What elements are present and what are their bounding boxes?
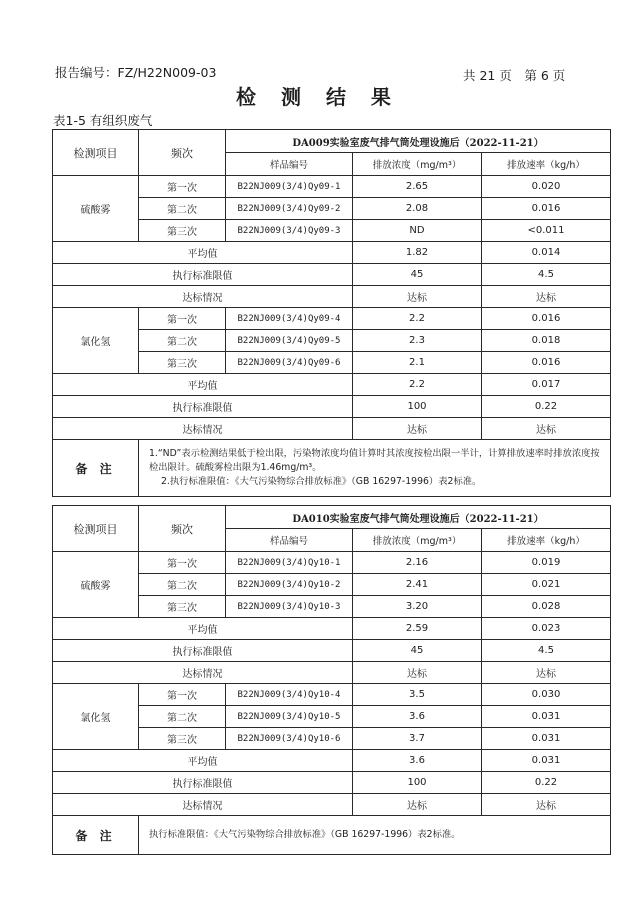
- sample-number-cell: B22NJ009(3/4)Qy10-4: [226, 684, 353, 706]
- remarks-text: [139, 816, 611, 855]
- column-header-concentration: 排放浓度（mg/m³）: [353, 529, 482, 552]
- rate-cell: 0.016: [482, 352, 611, 374]
- standard-limit-concentration: 100: [353, 396, 482, 418]
- frequency-cell: 第一次: [139, 308, 226, 330]
- average-concentration: 3.6: [353, 750, 482, 772]
- compliance-rate: 达标: [482, 418, 611, 440]
- sample-number-cell: B22NJ009(3/4)Qy10-3: [226, 596, 353, 618]
- rate-cell: 0.031: [482, 706, 611, 728]
- average-concentration: 2.59: [353, 618, 482, 640]
- average-rate: 0.031: [482, 750, 611, 772]
- standard-limit-rate: 0.22: [482, 772, 611, 794]
- standard-limit-label: 执行标准限值: [53, 264, 353, 286]
- report-number: 报告编号：FZ/H22N009-03: [55, 65, 217, 80]
- standard-limit-label: 执行标准限值: [53, 396, 353, 418]
- average-rate: 0.017: [482, 374, 611, 396]
- document-title: 检 测 结 果: [236, 85, 400, 109]
- standard-limit-rate: 0.22: [482, 396, 611, 418]
- concentration-cell: 2.16: [353, 552, 482, 574]
- frequency-cell: 第二次: [139, 198, 226, 220]
- column-header-frequency: 频次: [139, 130, 226, 176]
- column-header-concentration: 排放浓度（mg/m³）: [353, 153, 482, 176]
- compliance-label: 达标情况: [53, 418, 353, 440]
- concentration-cell: 3.7: [353, 728, 482, 750]
- frequency-cell: 第一次: [139, 552, 226, 574]
- rate-cell: 0.021: [482, 574, 611, 596]
- rate-cell: 0.028: [482, 596, 611, 618]
- sample-number-cell: B22NJ009(3/4)Qy10-5: [226, 706, 353, 728]
- average-label: 平均值: [53, 750, 353, 772]
- sample-number-cell: B22NJ009(3/4)Qy10-2: [226, 574, 353, 596]
- standard-limit-rate: 4.5: [482, 264, 611, 286]
- sample-number-cell: B22NJ009(3/4)Qy09-4: [226, 308, 353, 330]
- standard-limit-concentration: 45: [353, 264, 482, 286]
- rate-cell: 0.020: [482, 176, 611, 198]
- concentration-cell: 2.1: [353, 352, 482, 374]
- rate-cell: 0.016: [482, 308, 611, 330]
- concentration-cell: 2.41: [353, 574, 482, 596]
- rate-cell: 0.030: [482, 684, 611, 706]
- average-rate: 0.023: [482, 618, 611, 640]
- concentration-cell: 2.65: [353, 176, 482, 198]
- page-indicator: 共 21 页 第 6 页: [463, 68, 566, 83]
- frequency-cell: 第二次: [139, 574, 226, 596]
- average-concentration: 2.2: [353, 374, 482, 396]
- concentration-cell: 3.6: [353, 706, 482, 728]
- standard-limit-concentration: 45: [353, 640, 482, 662]
- table-caption: 表1-5 有组织废气: [53, 113, 153, 128]
- rate-cell: 0.016: [482, 198, 611, 220]
- average-label: 平均值: [53, 242, 353, 264]
- rate-cell: 0.018: [482, 330, 611, 352]
- frequency-cell: 第二次: [139, 706, 226, 728]
- average-concentration: 1.82: [353, 242, 482, 264]
- concentration-cell: 3.5: [353, 684, 482, 706]
- column-header-frequency: 频次: [139, 506, 226, 552]
- compliance-concentration: 达标: [353, 286, 482, 308]
- section-title: DA010实验室废气排气筒处理设施后（2022-11-21）: [226, 506, 611, 529]
- frequency-cell: 第三次: [139, 220, 226, 242]
- compliance-concentration: 达标: [353, 418, 482, 440]
- rate-cell: 0.031: [482, 728, 611, 750]
- average-label: 平均值: [53, 618, 353, 640]
- concentration-cell: 2.3: [353, 330, 482, 352]
- results-table-da009: [52, 129, 611, 497]
- column-header-sample-no: 样品编号: [226, 153, 353, 176]
- sample-number-cell: B22NJ009(3/4)Qy10-1: [226, 552, 353, 574]
- standard-limit-concentration: 100: [353, 772, 482, 794]
- frequency-cell: 第三次: [139, 728, 226, 750]
- results-table-da010: [52, 505, 611, 855]
- compliance-rate: 达标: [482, 662, 611, 684]
- frequency-cell: 第一次: [139, 176, 226, 198]
- frequency-cell: 第一次: [139, 684, 226, 706]
- standard-limit-rate: 4.5: [482, 640, 611, 662]
- compliance-label: 达标情况: [53, 794, 353, 816]
- concentration-cell: 2.08: [353, 198, 482, 220]
- compliance-concentration: 达标: [353, 662, 482, 684]
- remarks-label: 备 注: [53, 816, 139, 855]
- average-rate: 0.014: [482, 242, 611, 264]
- compliance-label: 达标情况: [53, 286, 353, 308]
- compliance-rate: 达标: [482, 286, 611, 308]
- sample-number-cell: B22NJ009(3/4)Qy09-1: [226, 176, 353, 198]
- remark-line: 1.“ND”表示检测结果低于检出限，污染物浓度均值计算时其浓度按检出限一半计，计算排放速率时排放浓度按检出限计。硫酸雾检出限为1.46mg/m³。: [149, 448, 600, 473]
- sample-number-cell: B22NJ009(3/4)Qy10-6: [226, 728, 353, 750]
- column-header-sample-no: 样品编号: [226, 529, 353, 552]
- standard-limit-label: 执行标准限值: [53, 640, 353, 662]
- parameter-name: 硫酸雾: [53, 552, 139, 618]
- frequency-cell: 第三次: [139, 352, 226, 374]
- sample-number-cell: B22NJ009(3/4)Qy09-3: [226, 220, 353, 242]
- remark-line: 执行标准限值：《大气污染物综合排放标准》（GB 16297-1996）表2标准。: [149, 829, 461, 840]
- column-header-item: 检测项目: [53, 506, 139, 552]
- remarks-label: 备 注: [53, 440, 139, 497]
- sample-number-cell: B22NJ009(3/4)Qy09-6: [226, 352, 353, 374]
- rate-cell: <0.011: [482, 220, 611, 242]
- compliance-concentration: 达标: [353, 794, 482, 816]
- concentration-cell: 2.2: [353, 308, 482, 330]
- average-label: 平均值: [53, 374, 353, 396]
- column-header-item: 检测项目: [53, 130, 139, 176]
- concentration-cell: 3.20: [353, 596, 482, 618]
- remarks-text: [139, 440, 611, 497]
- compliance-rate: 达标: [482, 794, 611, 816]
- parameter-name: 氯化氢: [53, 308, 139, 374]
- column-header-rate: 排放速率（kg/h）: [482, 529, 611, 552]
- frequency-cell: 第三次: [139, 596, 226, 618]
- sample-number-cell: B22NJ009(3/4)Qy09-5: [226, 330, 353, 352]
- remark-line: 2.执行标准限值：《大气污染物综合排放标准》（GB 16297-1996）表2标准。: [161, 476, 482, 487]
- column-header-rate: 排放速率（kg/h）: [482, 153, 611, 176]
- parameter-name: 氯化氢: [53, 684, 139, 750]
- concentration-cell: ND: [353, 220, 482, 242]
- frequency-cell: 第二次: [139, 330, 226, 352]
- section-title: DA009实验室废气排气筒处理设施后（2022-11-21）: [226, 130, 611, 153]
- standard-limit-label: 执行标准限值: [53, 772, 353, 794]
- sample-number-cell: B22NJ009(3/4)Qy09-2: [226, 198, 353, 220]
- compliance-label: 达标情况: [53, 662, 353, 684]
- rate-cell: 0.019: [482, 552, 611, 574]
- parameter-name: 硫酸雾: [53, 176, 139, 242]
